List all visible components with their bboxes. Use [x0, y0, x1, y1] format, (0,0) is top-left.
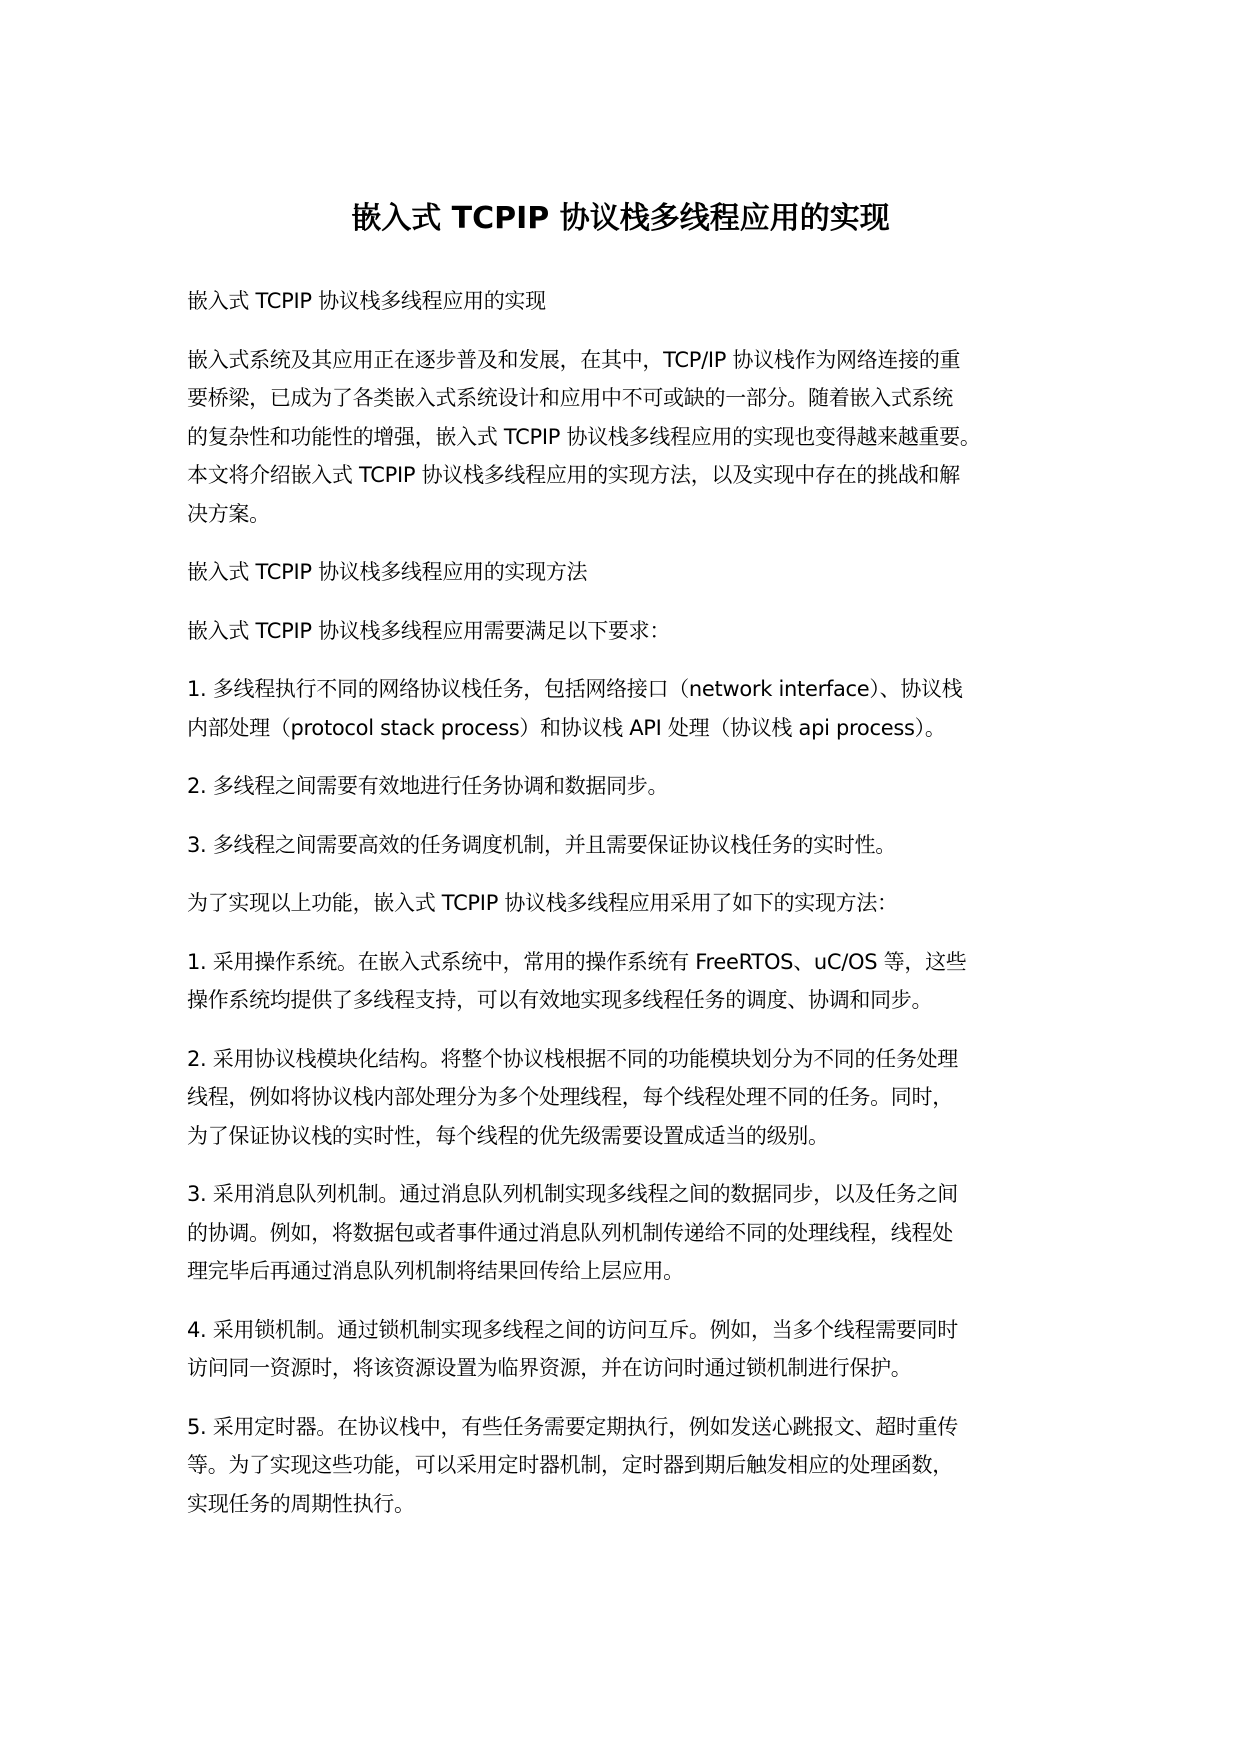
paragraph-line: 等。为了实现这些功能，可以采用定时器机制，定时器到期后触发相应的处理函数， — [187, 1453, 953, 1477]
paragraph-line: 理完毕后再通过消息队列机制将结果回传给上层应用。 — [187, 1259, 684, 1283]
paragraph-line: 3. 采用消息队列机制。通过消息队列机制实现多线程之间的数据同步，以及任务之间 — [187, 1182, 959, 1206]
paragraph — [187, 884, 1067, 923]
paragraph-line: 嵌入式系统及其应用正在逐步普及和发展，在其中，TCP/IP 协议栈作为网络连接的重 — [187, 347, 961, 372]
paragraph-line: 1. 采用操作系统。在嵌入式系统中，常用的操作系统有 FreeRTOS、uC/OS 等，这些 — [187, 949, 967, 974]
document-body — [187, 282, 1067, 1543]
paragraph-line: 2. 采用协议栈模块化结构。将整个协议栈根据不同的功能模块划分为不同的任务处理 — [187, 1046, 959, 1071]
paragraph-line: 的复杂性和功能性的增强，嵌入式 TCPIP 协议栈多线程应用的实现也变得越来越重要。 — [187, 424, 981, 449]
paragraph — [187, 1040, 1067, 1156]
paragraph-line: 嵌入式 TCPIP 协议栈多线程应用的实现方法 — [187, 560, 588, 584]
paragraph-line: 1. 多线程执行不同的网络协议栈任务，包括网络接口（network interface）、协议栈 — [187, 677, 963, 701]
paragraph-line: 内部处理（protocol stack process）和协议栈 API 处理（协议栈 api process）。 — [187, 715, 946, 740]
paragraph-line: 线程，例如将协议栈内部处理分为多个处理线程，每个线程处理不同的任务。同时， — [187, 1085, 953, 1109]
paragraph-line: 嵌入式 TCPIP 协议栈多线程应用需要满足以下要求： — [187, 618, 671, 643]
paragraph-line: 决方案。 — [187, 501, 270, 526]
paragraph-line: 操作系统均提供了多线程支持，可以有效地实现多线程任务的调度、协调和同步。 — [187, 988, 933, 1012]
paragraph-line: 要桥梁，已成为了各类嵌入式系统设计和应用中不可或缺的一部分。随着嵌入式系统 — [187, 386, 953, 410]
paragraph — [187, 282, 1067, 321]
paragraph-line: 3. 多线程之间需要高效的任务调度机制，并且需要保证协议栈任务的实时性。 — [187, 832, 896, 857]
paragraph — [187, 1175, 1067, 1291]
paragraph — [187, 767, 1067, 806]
paragraph-line: 为了实现以上功能，嵌入式 TCPIP 协议栈多线程应用采用了如下的实现方法： — [187, 891, 898, 915]
paragraph-line: 4. 采用锁机制。通过锁机制实现多线程之间的访问互斥。例如，当多个线程需要同时 — [187, 1317, 959, 1342]
paragraph-line: 嵌入式 TCPIP 协议栈多线程应用的实现 — [187, 289, 546, 313]
paragraph — [187, 553, 1067, 592]
paragraph — [187, 943, 1067, 1020]
paragraph-line: 实现任务的周期性执行。 — [187, 1491, 415, 1516]
document-title: 嵌入式 TCPIP 协议栈多线程应用的实现 — [351, 201, 890, 237]
paragraph-line: 5. 采用定时器。在协议栈中，有些任务需要定期执行，例如发送心跳报文、超时重传 — [187, 1414, 959, 1439]
paragraph — [187, 612, 1067, 651]
paragraph-line: 访问同一资源时，将该资源设置为临界资源，并在访问时通过锁机制进行保护。 — [187, 1356, 912, 1380]
paragraph — [187, 670, 1067, 747]
paragraph — [187, 1408, 1067, 1524]
paragraph-line: 的协调。例如，将数据包或者事件通过消息队列机制传递给不同的处理线程，线程处 — [187, 1220, 953, 1245]
paragraph — [187, 826, 1067, 865]
paragraph — [187, 341, 1067, 534]
paragraph-line: 本文将介绍嵌入式 TCPIP 协议栈多线程应用的实现方法，以及实现中存在的挑战和解 — [187, 463, 960, 487]
paragraph-line: 2. 多线程之间需要有效地进行任务协调和数据同步。 — [187, 774, 669, 798]
paragraph-line: 为了保证协议栈的实时性，每个线程的优先级需要设置成适当的级别。 — [187, 1123, 829, 1148]
paragraph — [187, 1311, 1067, 1388]
